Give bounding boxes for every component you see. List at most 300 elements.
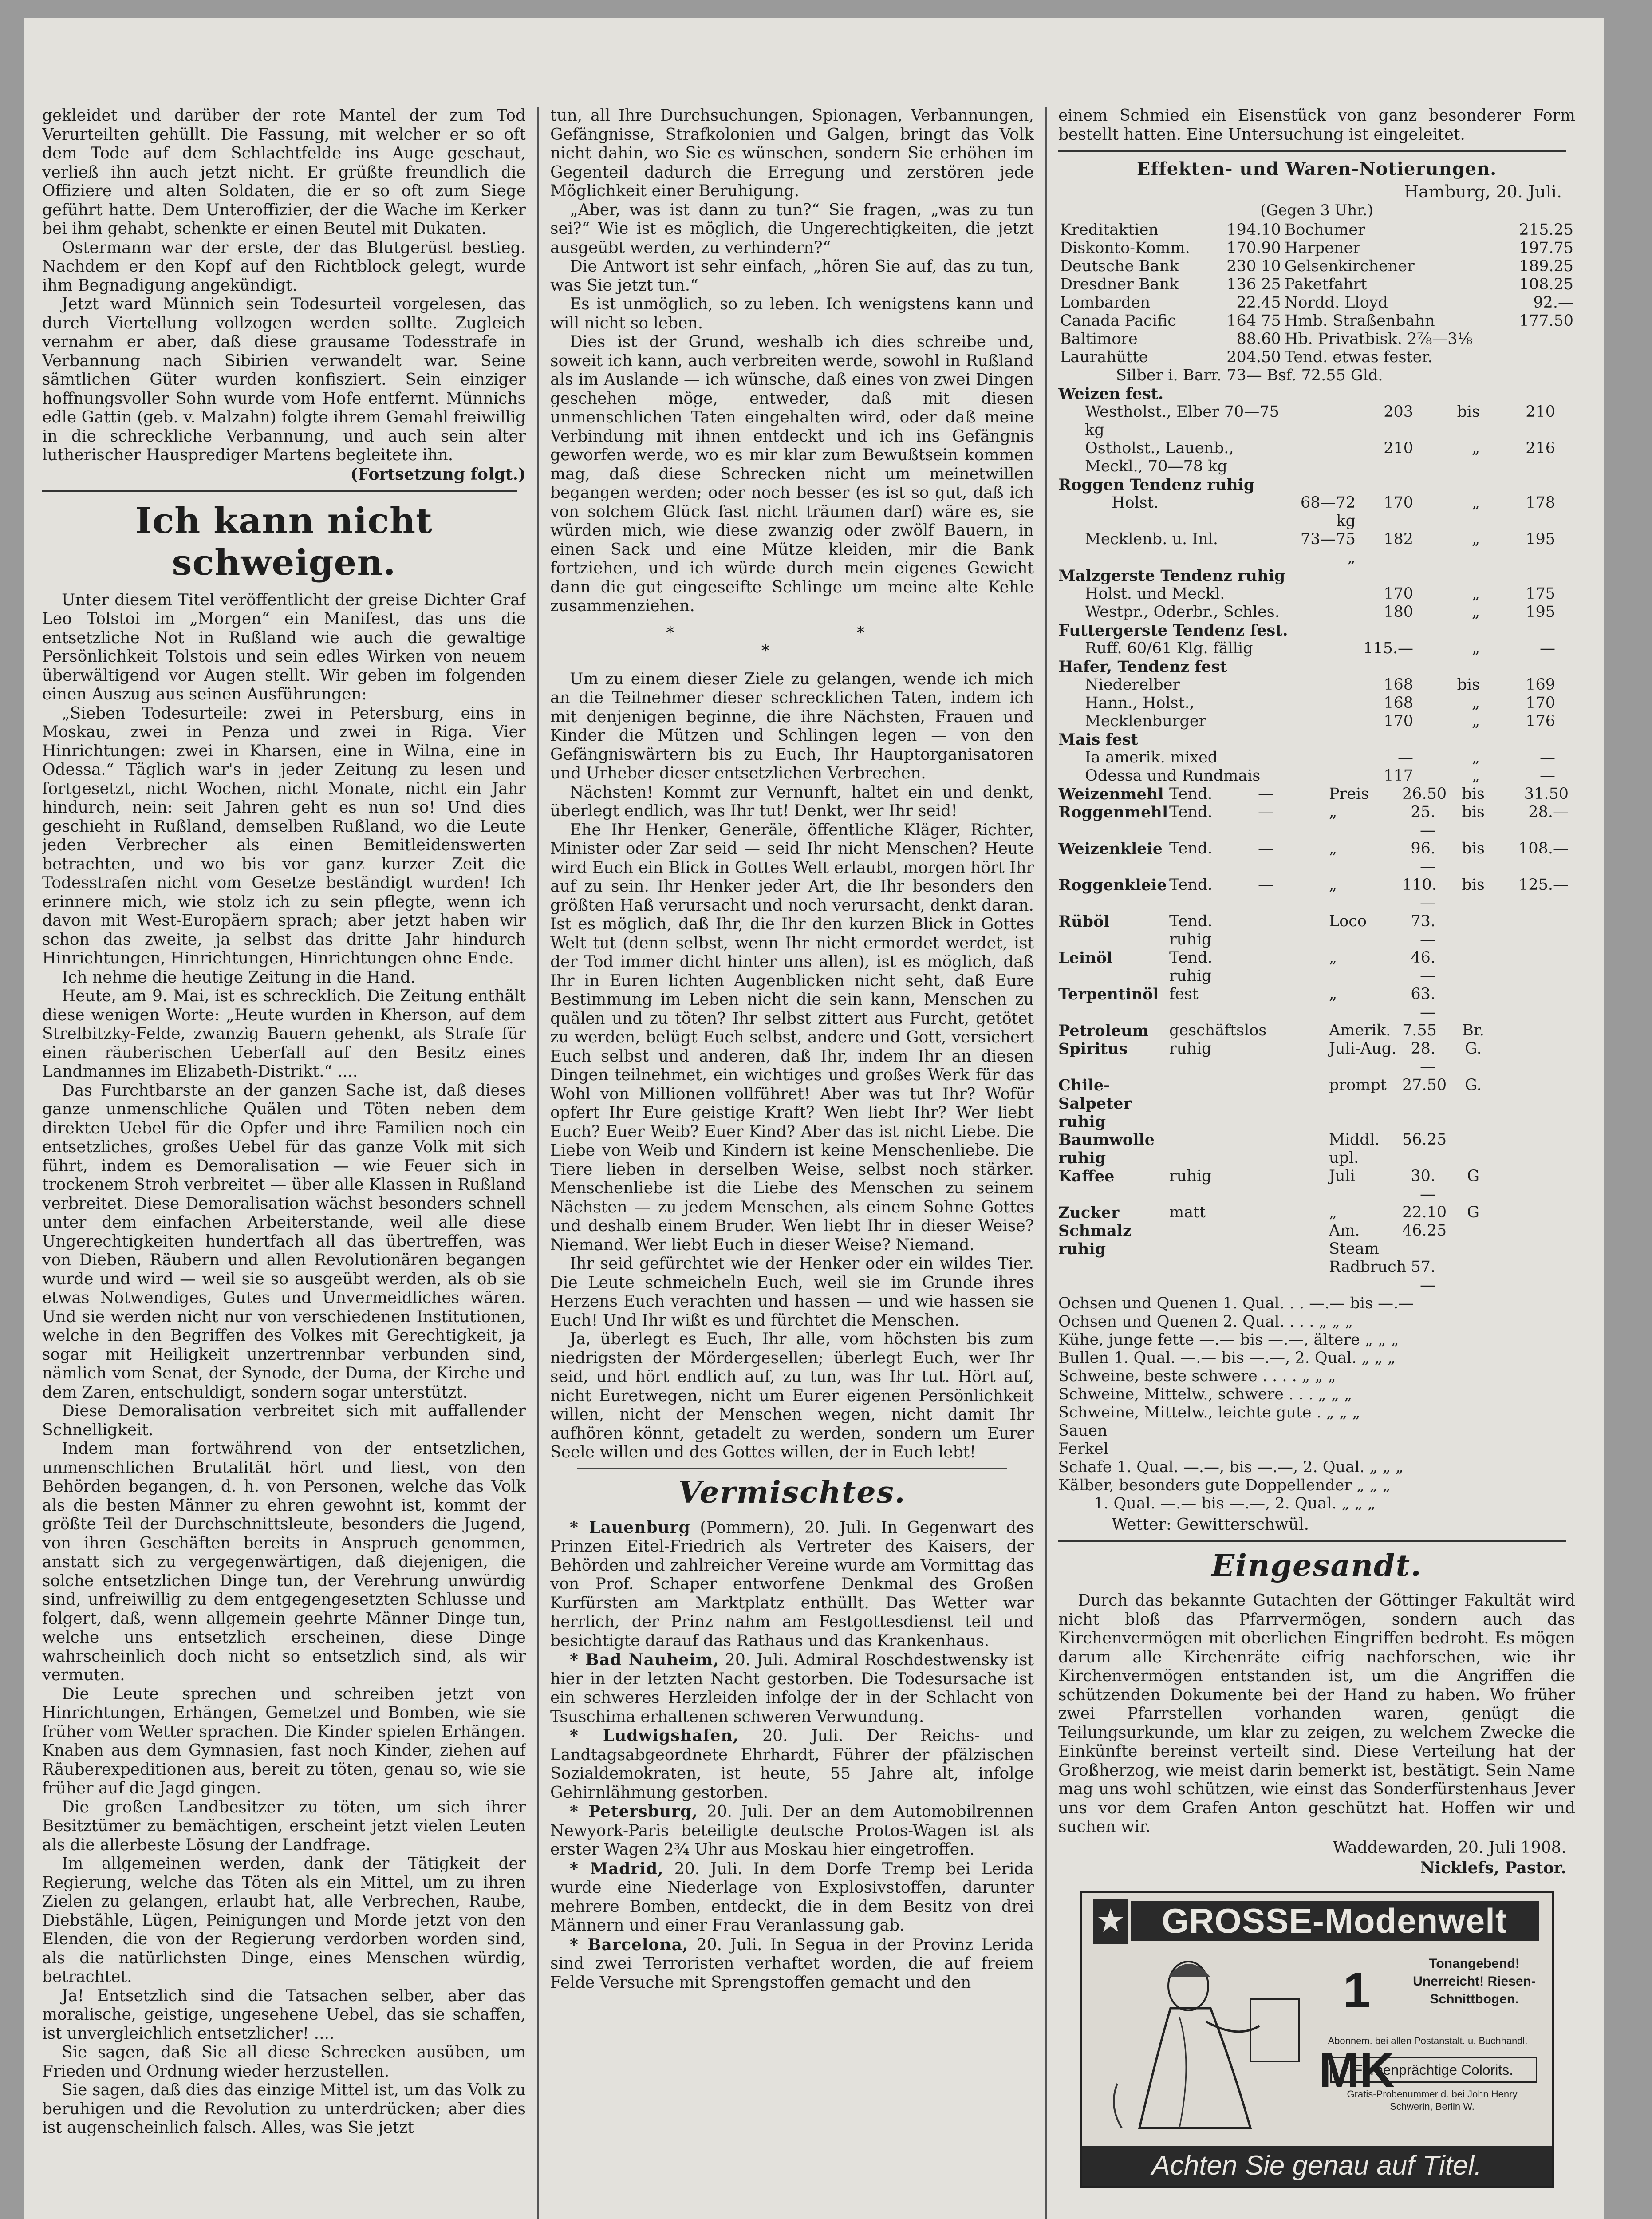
commodity-cell: Middl. upl. <box>1329 1131 1380 1167</box>
paragraph: gekleidet und darüber der rote Mantel der zum Tod Verurteilten gehüllt. Die Fassung, mit welcher er so oft dem Tode auf dem Schlachtfelde ins Auge geschaut, verließ ihn auch jetzt nicht. Er grüßte freundlich die Offiziere und alten Soldaten, die er so oft zum Siege geführt hatte. Dem Unteroffizier, der die Wache im Kerker bei ihm gehabt, schenkte er einen Beutel mit Dukaten. <box>42 107 526 238</box>
commodity-cell <box>1435 912 1511 949</box>
stock-cell: Gelsenkirchener <box>1284 257 1415 275</box>
commodity-cell <box>1169 1222 1258 1258</box>
ad-colors: Farbenprächtige Colorits. <box>1330 2057 1537 2083</box>
commodity-cell: Am. Steam <box>1329 1222 1379 1258</box>
commodity-cell: Radbruch <box>1329 1258 1407 1276</box>
commodity-cell: 63.— <box>1411 985 1435 1021</box>
article-headline: Ich kann nicht schweigen. <box>135 499 433 583</box>
stock-cell: 177.50 <box>1519 312 1573 330</box>
news-text: (Pommern), 20. Juli. In Gegenwart des Prinzen Eitel-Friedrich als Vertreter des Kaisers, der Behörden und zahlreicher Vereine wurde am Vormittag das von Prof. Schaper entworfene Denkmal des Großen Kurfürsten am Marktplatz enthüllt. Das Wetter war herrlich, der Prinz nahm am Festgottesdienst teil und besichtigte darauf das Rathaus und das Krankenhaus. <box>550 1518 1034 1650</box>
commodity-cell: Schmalz ruhig <box>1058 1222 1132 1258</box>
grain-cell: bis <box>1457 403 1480 421</box>
paragraph: Ja, überlegt es Euch, Ihr alle, vom höchsten bis zum niedrigsten der Mördergesellen; überlegt Euch, wer Ihr seid, und hört endlich auf, zu tun, was Ihr tut. Hört auf, nicht Euretwegen, nicht um Eurer eigenen Persönlichkeit willen, nicht der Menschen wegen, nicht damit Ihr aufhören könnt, getadelt zu werden, sondern um Eurer Seele willen und des Gottes willen, der in Euch lebt! <box>550 1330 1034 1461</box>
grain-cell <box>1289 712 1356 730</box>
commodity-cell <box>1258 1076 1329 1131</box>
commodity-cell: bis <box>1462 876 1485 894</box>
section-divider <box>1058 150 1566 152</box>
commodity-cell: Tend. <box>1169 840 1213 857</box>
stock-cell: 164 75 <box>1226 312 1281 330</box>
seated-lady-illustration-icon <box>1091 1951 1313 2137</box>
grain-cell: 216 <box>1526 439 1555 457</box>
commodity-cell: Spiritus <box>1058 1040 1128 1058</box>
eingesandt-text: Durch das bekannte Gutachten der Göttinger Fakultät wird nicht bloß das Pfarrvermögen, sondern auch das Kirchenvermögen mit oberlichen Eingriffen bedroht. Es mögen darum alle Kirchenräte eifrig nachforschen, wie ihr Kirchenvermögen entstanden ist, um die Angriffen die schützenden Dokumente bei der Hand zu haben. Wo früher zwei Pfarrstellen vorhanden waren, genügt die Teilungsurkunde, um klar zu zeigen, zu welchem Zwecke die Einkünfte bereinst verteilt sind. Diese Verteilung hat der Großherzog, wie meist darin bemerkt ist, bestätigt. Sein Name mag uns wohl schützen, wie einst das Sonderfürstenhaus Jever uns vor dem Grafen Anton geschützt hat. Hoffen wir und suchen wir. <box>1058 1591 1575 1836</box>
grain-cell <box>1289 385 1356 403</box>
grain-cell <box>1480 385 1555 403</box>
grain-cell: — <box>1540 749 1555 766</box>
market-time: (Gegen 3 Uhr.) <box>1260 201 1373 219</box>
grain-cell: Ostholst., Lauenb., Meckl., 70—78 kg <box>1085 439 1234 475</box>
grain-cell: 175 <box>1526 585 1555 603</box>
commodity-cell: Tend. ruhig <box>1169 949 1213 985</box>
grain-cell: 168 <box>1384 694 1413 712</box>
grain-cell: 176 <box>1526 712 1555 730</box>
commodity-cell <box>1511 985 1569 1022</box>
paragraph: Sie sagen, daß dies das einzige Mittel ist, um das Volk zu beruhigen und die Revolution zu unterdrücken; aber dies ist augenscheinlich falsch. Alles, was Sie jetzt <box>42 2081 526 2137</box>
commodity-cell: — <box>1258 840 1273 857</box>
grain-cell <box>1289 621 1356 640</box>
grain-cell <box>1289 585 1356 603</box>
commodity-cell: — <box>1258 803 1273 821</box>
cattle-row: Schafe 1. Qual. —.—, bis —.—, 2. Qual. „ „ „ <box>1058 1458 1404 1476</box>
stock-cell: Hmb. Straßenbahn <box>1284 312 1435 330</box>
commodity-cell: Weizenkleie <box>1058 840 1163 858</box>
weather-note: Wetter: Gewitterschwül. <box>1112 1516 1309 1534</box>
ad-footer: Achten Sie genau auf Titel. <box>1082 2146 1552 2186</box>
grain-cell: Roggen Tendenz ruhig <box>1058 476 1255 494</box>
commodity-cell <box>1258 1222 1329 1258</box>
stock-table <box>1058 221 1575 367</box>
commodity-cell: 56.25 <box>1402 1131 1447 1149</box>
signoff-name: Nicklefs, Pastor. <box>1420 1858 1566 1877</box>
stock-row <box>1058 330 1575 348</box>
grain-cell <box>1413 621 1480 640</box>
grain-cell: Holst. und Meckl. <box>1085 585 1225 603</box>
grain-cell <box>1289 439 1356 476</box>
stock-cell: 204.50 <box>1226 348 1281 366</box>
stock-cell <box>1507 348 1575 367</box>
commodity-quotes <box>1058 785 1575 1295</box>
cattle-row: Sauen <box>1058 1422 1108 1440</box>
paragraph: Heute, am 9. Mai, ist es schrecklich. Die Zeitung enthält diese wenigen Worte: „Heute wurden in Kherson, auf dem Strelbitzky-Felde, zwanzig Bauern gehenkt, als Strafe für einen räuberischen Ueberfall auf den Besitz eines Landmannes im Elizabeth-Distrikt.“ .... <box>42 987 526 1081</box>
market-title: Effekten- und Waren-Notierungen. <box>1136 158 1497 179</box>
commodity-cell: Terpentinöl <box>1058 985 1159 1003</box>
grain-cell <box>1289 567 1356 585</box>
commodity-cell <box>1511 1204 1569 1222</box>
commodity-cell <box>1258 1258 1329 1295</box>
commodity-cell <box>1435 1258 1511 1295</box>
paragraph: Diese Demoralisation verbreitet sich mit auffallender Schnelligkeit. <box>42 1402 526 1439</box>
paragraph: Es ist unmöglich, so zu leben. Ich wenigstens kann und will nicht so leben. <box>550 295 1034 332</box>
section-divider <box>577 1468 1007 1469</box>
news-place: * Bad Nauheim, <box>570 1650 719 1669</box>
news-item <box>550 1726 1034 1802</box>
grain-cell: 195 <box>1526 603 1555 621</box>
cattle-row: 1. Qual. —.— bis —.—, 2. Qual. „ „ „ <box>1094 1495 1376 1512</box>
news-place: * Madrid, <box>570 1859 664 1878</box>
commodity-cell: Zucker <box>1058 1204 1120 1222</box>
news-item <box>550 1518 1034 1651</box>
commodity-cell: 46.— <box>1411 949 1435 985</box>
grain-cell: 170 <box>1384 494 1413 512</box>
grain-cell: 168 <box>1384 676 1413 694</box>
grain-cell: Niederelber <box>1085 676 1180 694</box>
commodity-cell: „ <box>1329 949 1337 967</box>
grain-cell <box>1289 640 1356 658</box>
grain-cell <box>1356 385 1413 403</box>
stock-row <box>1058 257 1575 276</box>
cattle-row: Schweine, beste schwere . . . . „ „ „ <box>1058 1367 1336 1385</box>
stock-cell: Nordd. Lloyd <box>1284 294 1388 312</box>
cattle-row: Schweine, Mittelw., schwere . . . „ „ „ <box>1058 1386 1352 1403</box>
commodity-cell: ruhig <box>1169 1040 1212 1058</box>
grain-cell <box>1289 749 1356 767</box>
stock-cell: Baltimore <box>1060 330 1138 348</box>
ad-samples: Gratis-Probenummer d. bei John Henry Schwerin, Berlin W. <box>1347 2088 1518 2112</box>
grain-cell: Malzgerste Tendenz ruhig <box>1058 567 1285 585</box>
news-text: 20. Juli. Der an dem Automobilrennen Newyork-Paris beteiligte deutsche Protos-Wagen ist als erster Wagen 2¾ Uhr aus Moskau hier eingetroffen. <box>550 1803 1034 1859</box>
commodity-cell: 30.— <box>1411 1167 1435 1203</box>
stock-cell: 136 25 <box>1226 276 1281 293</box>
commodity-cell: „ <box>1329 876 1337 894</box>
commodity-cell: 108.— <box>1518 840 1569 857</box>
commodity-cell: Amerik. <box>1329 1022 1391 1039</box>
commodity-cell: bis <box>1462 840 1485 857</box>
grain-cell <box>1480 658 1555 676</box>
stock-cell: 92.— <box>1533 294 1573 312</box>
grain-cell <box>1289 603 1356 621</box>
commodity-cell <box>1435 1222 1511 1258</box>
grain-cell: 115.— <box>1363 640 1413 657</box>
paragraph: tun, all Ihre Durchsuchungen, Spionagen, Verbannungen, Gefängnisse, Strafkolonien und Galgen, bringt das Volk nicht dahin, wo Sie es wünschen, sondern Sie erhöhen im Gegenteil dadurch die Erregung und zerstören jede Möglichkeit einer Beruhigung. <box>550 107 1034 200</box>
ad-subscription: Abonnem. bei allen Postanstalt. u. Buchhandl. <box>1328 2035 1528 2046</box>
commodity-cell: matt <box>1169 1204 1206 1221</box>
commodity-cell: „ <box>1329 803 1337 821</box>
commodity-cell: 28.— <box>1528 803 1569 821</box>
section-divider <box>42 490 517 492</box>
commodity-cell: prompt <box>1329 1076 1387 1094</box>
commodity-cell: Kaffee <box>1058 1167 1115 1185</box>
grain-cell <box>1413 658 1480 676</box>
ad-kufeke <box>1077 2206 1557 2219</box>
grain-cell: „ <box>1471 585 1480 603</box>
commodity-cell <box>1511 1131 1569 1167</box>
grain-cell: „ <box>1471 767 1480 785</box>
grain-cell <box>1289 767 1356 785</box>
cattle-row: Ochsen und Quenen 2. Qual. . . . „ „ „ <box>1058 1313 1353 1331</box>
column-rule <box>537 107 539 2219</box>
grain-cell <box>1480 567 1555 585</box>
news-text: 20. Juli. Admiral Roschdestwensky ist hier in der letzten Nacht gestorben. Die Todesursache ist ein schweres Herzleiden infolge der in der Schlacht von Tsuschima erhaltenen schweren Verwundung. <box>550 1651 1034 1726</box>
commodity-cell: Baumwolle ruhig <box>1058 1131 1155 1167</box>
commodity-cell <box>1511 949 1569 985</box>
commodity-cell: bis <box>1462 785 1485 803</box>
stock-row <box>1058 276 1575 294</box>
grain-cell: Westpr., Oderbr., Schles. <box>1085 603 1280 621</box>
grain-cell: 169 <box>1526 676 1555 694</box>
commodity-cell <box>1511 1022 1569 1040</box>
grain-cell <box>1356 621 1413 640</box>
grain-cell <box>1289 658 1356 676</box>
commodity-cell: G. <box>1465 1076 1482 1094</box>
grain-cell: 73—75 „ <box>1300 530 1356 566</box>
stock-cell: 194.10 <box>1226 221 1281 239</box>
grain-cell: „ <box>1471 603 1480 621</box>
ad-tagline: Tonangebend! Unerreicht! Riesen-Schnittbogen. <box>1413 1956 1536 2006</box>
stock-cell: Bochumer <box>1284 221 1365 239</box>
section-divider <box>1058 1540 1566 1542</box>
commodity-cell: G <box>1467 1204 1479 1221</box>
signoff-place: Waddewarden, 20. Juli 1908. <box>1333 1838 1566 1857</box>
grain-cell: 178 <box>1526 494 1555 512</box>
grain-cell: Hafer, Tendenz fest <box>1058 658 1227 676</box>
commodity-cell <box>1169 1076 1258 1131</box>
commodity-cell: 31.50 <box>1524 785 1569 803</box>
grain-cell: — <box>1540 767 1555 785</box>
stock-row <box>1058 239 1575 257</box>
commodity-cell: 96.— <box>1411 840 1435 876</box>
paragraph: Ihr seid gefürchtet wie der Henker oder ein wildes Tier. Die Leute schmeicheln Euch, weil sie im Grunde ihres Herzens Euch verachten und hassen — und wie hassen sie Euch! Und Ihr wißt es und fürchtet die Menschen. <box>550 1255 1034 1330</box>
ad-banner: GROSSE-Modenwelt <box>1131 1901 1539 1941</box>
stock-cell: Diskonto-Komm. <box>1060 239 1190 257</box>
stock-cell: 197.75 <box>1519 239 1573 257</box>
column-1 <box>42 107 526 2219</box>
stock-cell: 22.45 <box>1236 294 1281 312</box>
commodity-cell: Tend. <box>1169 803 1213 821</box>
commodity-cell: 25.— <box>1411 803 1435 839</box>
paragraph: „Aber, was ist dann zu tun?“ Sie fragen, „was zu tun sei?“ Wie ist es möglich, die Ungerechtigkeiten, die jetzt ausgeübt werden, zu verhindern?“ <box>550 201 1034 257</box>
continued-note: (Fortsetzung folgt.) <box>350 465 526 484</box>
commodity-cell: „ <box>1329 840 1337 857</box>
grain-cell: „ <box>1471 749 1480 766</box>
stock-cell: 108.25 <box>1519 276 1573 293</box>
commodity-cell: 27.50 <box>1402 1076 1447 1094</box>
grain-cell <box>1413 476 1480 494</box>
stock-row <box>1058 221 1575 239</box>
grain-cell: 117 <box>1384 767 1413 785</box>
news-place: * Ludwigshafen, <box>570 1726 739 1745</box>
grain-cell: 210 <box>1526 403 1555 421</box>
grain-cell: 68—72 kg <box>1300 494 1356 530</box>
stock-cell: Paketfahrt <box>1284 276 1367 293</box>
commodity-cell: 26.50 <box>1402 785 1447 803</box>
grain-cell <box>1356 658 1413 676</box>
paragraph: Die Leute sprechen und schreiben jetzt von Hinrichtungen, Erhängen, Gemetzel und Bomben, wie sie früher vom Wetter sprachen. Die Kinder spielen Erhängen. Knaben aus dem Gymnasien, fast noch Kinder, ziehen auf Räuberexpeditionen aus, bereit zu töten, genau so, wie sie früher auf die Jagd gingen. <box>42 1685 526 1797</box>
commodity-cell: geschäftslos <box>1169 1022 1267 1039</box>
commodity-cell: 57.— <box>1411 1258 1435 1294</box>
grain-cell: 195 <box>1526 530 1555 548</box>
grain-cell: Mecklenburger <box>1085 712 1206 730</box>
commodity-cell: Leinöl <box>1058 949 1113 967</box>
grain-cell: Weizen fest. <box>1058 385 1164 403</box>
grain-cell: „ <box>1471 640 1480 657</box>
commodity-cell <box>1058 1258 1169 1295</box>
grain-cell: 170 <box>1384 585 1413 603</box>
grain-cell <box>1480 476 1555 494</box>
newspaper-page <box>24 18 1604 2219</box>
news-item <box>550 1935 1034 1993</box>
grain-cell <box>1356 567 1413 585</box>
grain-cell: — <box>1540 640 1555 657</box>
column-2 <box>550 107 1034 2219</box>
grain-cell <box>1413 385 1480 403</box>
commodity-cell: Tend. <box>1169 785 1213 803</box>
commodity-cell <box>1258 1022 1329 1040</box>
commodity-cell <box>1511 1167 1569 1204</box>
section-stars: * * * <box>666 624 954 660</box>
news-place: * Barcelona, <box>570 1935 689 1954</box>
commodity-cell: Rüböl <box>1058 912 1110 931</box>
stock-cell: 88.60 <box>1236 330 1281 348</box>
grain-cell: Mais fest <box>1058 730 1138 749</box>
paragraph: Um zu einem dieser Ziele zu gelangen, wende ich mich an die Teilnehmer dieser schrecklichen Taten, indem ich mit denjenigen beginne, die ihre Nächsten, Frauen und Kinder die Mützen und Schlingen legen — von den Gefängniswärtern bis zu Euch, Ihr Hauptorganisatoren und Urheber dieser entsetzlichen Verbrechen. <box>550 670 1034 782</box>
grain-cell: — <box>1398 749 1413 766</box>
commodity-cell: „ <box>1329 1204 1337 1221</box>
commodity-cell: G. <box>1465 1040 1482 1058</box>
news-item <box>550 1650 1034 1726</box>
news-place: * Petersburg, <box>570 1802 698 1821</box>
commodity-cell: Juli <box>1329 1167 1355 1185</box>
commodity-cell <box>1511 912 1569 949</box>
grain-cell: Odessa und Rundmais <box>1085 767 1261 785</box>
stock-row <box>1058 348 1575 367</box>
market-place-date: Hamburg, 20. Juli. <box>1404 182 1562 201</box>
stock-cell: Dresdner Bank <box>1060 276 1179 293</box>
stock-cell: 170.90 <box>1226 239 1281 257</box>
stock-cell: Tend. etwas fester. <box>1284 348 1433 366</box>
paragraph: Im allgemeinen werden, dank der Tätigkeit der Regierung, welche das Töten als ein Mittel, um zu ihren Zielen zu gelangen, erlaubt hat, alle Verbrechen, Raube, Diebstähle, Lügen, Peinigungen und Morde jetzt von den Elenden, die von der Regierung verdorben worden sind, als die natürlichsten Dinge, eines Menschen würdig, betrachtet. <box>42 1855 526 1986</box>
commodity-cell <box>1511 1258 1569 1295</box>
paragraph: Ehe Ihr Henker, Generäle, öffentliche Kläger, Richter, Minister oder Zar seid — seid Ihr nicht Menschen? Heute wird Euch ein Blick in Gottes Welt erlaubt, morgen hört Ihr auf zu sein. Ihr Henker jeder Art, die Ihr besonders den größten Haß verursacht und noch verursacht, denkt daran. Ist es möglich, daß Ihr, die Ihr den kurzen Blick in Gottes Welt tut (denn selbst, wenn Ihr nicht ermordet werdet, ist der Tod immer dicht hinter uns allen), ist es möglich, daß Ihr in Euren lichten Augenblicken nicht seht, daß Eure Bestimmung im Leben nicht die sein kann, Menschen zu quälen und zu töten? Ihr selbst zittert aus Furcht, getötet zu werden, belügt Euch selbst, andere und Gott, versichert Euch selbst und anderen, daß Ihr, indem Ihr an diesen Dingen teilnehmet, ein wichtiges und großes Werk für das Wohl von Millionen vollführet! Aber was tut Ihr? Wofür opfert Ihr Eure geistige Kraft? Wen liebt Ihr? Wer liebt Euch? Euer Weib? Euer Kind? Aber das ist nicht Liebe. Die Liebe von Weib und Kindern ist keine Menschenliebe. Die Tiere lieben in derselben Weise, selbst noch stärker. Menschenliebe ist die Liebe des Menschen zu seinem Nächsten — zu jedem Menschen, als einem Sohne Gottes und deshalb einem Bruder. Wen liebt Ihr in dieser Weise? Niemand. Wer liebt Euch in dieser Weise? Niemand. <box>550 821 1034 1254</box>
commodity-cell: Petroleum <box>1058 1022 1149 1040</box>
grain-cell: „ <box>1471 494 1480 512</box>
grain-cell: Holst. <box>1112 494 1159 512</box>
cattle-row: Kühe, junge fette —.— bis —.—, ältere „ „ „ <box>1058 1331 1399 1349</box>
stock-cell: Lombarden <box>1060 294 1151 312</box>
grain-cell <box>1289 730 1356 749</box>
news-continuation: einem Schmied ein Eisenstück von ganz besonderer Form bestellt hatten. Eine Untersuchung ist eingeleitet. <box>1058 107 1575 144</box>
silver-quote: Silber i. Barr. 73— Bsf. 72.55 Gld. <box>1116 367 1383 384</box>
commodity-cell: Preis <box>1329 785 1369 803</box>
paragraph: Jetzt ward Münnich sein Todesurteil vorgelesen, das durch Viertellung vollzogen werden sollte. Zugleich vernahm er aber, daß diese grausame Todesstrafe in Verbannung nach Sibirien verwandelt war. Seine sämtlichen Güter wurden konfisziert. Sein einziger hoffnungsvoller Sohn wurde vom Hofe entfernt. Münnichs edle Gattin (geb. v. Malzahn) folgte ihrem Gemahl freiwillig in die schreckliche Verbannung, und auch sein alter lutherischer Hausprediger Martens begleitete ihn. <box>42 295 526 464</box>
grain-cell <box>1413 567 1480 585</box>
commodity-cell <box>1258 949 1329 985</box>
paragraph: Unter diesem Titel veröffentlicht der greise Dichter Graf Leo Tolstoi im „Morgen“ ein Manifest, das uns die entsetzliche Not in Rußland wie auch die gewaltige Persönlichkeit Tolstois und sein edles Wirken von neuem überwältigend vor Augen stellt. Wir geben im folgenden einen Auszug aus seinen Ausführungen: <box>42 591 526 703</box>
grain-cell <box>1413 730 1480 749</box>
stock-row <box>1058 312 1575 330</box>
cattle-quotes <box>1058 1295 1575 1513</box>
stock-cell: Hb. Privatbisk. 2⅞—3⅛ <box>1284 330 1473 348</box>
news-place: * Lauenburg <box>570 1518 690 1537</box>
commodity-cell: 73.— <box>1411 912 1435 948</box>
stock-cell: 230 10 <box>1226 257 1281 275</box>
commodity-cell: Roggenmehl <box>1058 803 1168 821</box>
grain-cell <box>1480 621 1555 640</box>
paragraph: Ich nehme die heutige Zeitung in die Hand. <box>62 968 416 987</box>
news-text: 20. Juli. In Segua in der Provinz Lerida sind zwei Terroristen verhaftet worden, die auf freiem Felde Versuche mit Sprengstoffen gemacht und den <box>550 1935 1034 1992</box>
grain-cell <box>1289 403 1356 439</box>
ad-grosse-modenwelt <box>1080 1891 1554 2188</box>
grain-cell <box>1356 476 1413 494</box>
news-text: 20. Juli. Der Reichs- und Landtagsabgeordnete Ehrhardt, Führer der pfälzischen Sozialdemokraten, ist heute, 55 Jahre alt, infolge Gehirnlähmung gestorben. <box>550 1727 1034 1802</box>
stock-cell: Canada Pacific <box>1060 312 1177 330</box>
commodity-cell: — <box>1258 876 1273 894</box>
commodity-cell: Roggenkleie <box>1058 876 1167 894</box>
commodity-cell <box>1511 1040 1569 1076</box>
grain-cell: „ <box>1471 530 1480 548</box>
tolstoi-article-appeal <box>550 670 1034 1462</box>
commodity-cell <box>1258 985 1329 1022</box>
paragraph: „Sieben Todesurteile: zwei in Petersburg, eins in Moskau, zwei in Penza und zwei in Riga. Vier Hinrichtungen: zwei in Kharsen, eine in Wilna, eine in Odessa.“ Täglich war's in jeder Zeitung zu lesen und fortgesetzt, nicht Wochen, nicht Monate, nicht ein Jahr hindurch, nein: seit Jahren geht es nun so! Und dies geschieht in Rußland, demselben Rußland, wo die Leute jeden Verbrecher als einen Bemitleidenswerten betrachten, und wo bis vor ganz kurzer Zeit die Todesstrafen nicht vom Gesetze beständigt wurden! Ich erinnere mich, wie stolz ich zu sein pflegte, wenn ich davon mit West-Europäern sprach; aber jetzt haben wir schon das zweite, ja selbst das dritte Jahr hindurch Hinrichtungen, Hinrichtungen, Hinrichtungen ohne Ende. <box>42 704 526 967</box>
stock-cell: 189.25 <box>1519 257 1573 275</box>
commodity-cell <box>1258 1131 1329 1167</box>
paragraph: Das Furchtbarste an der ganzen Sache ist, daß dieses ganze unmenschliche Quälen und Töten neben dem direkten Uebel für die Opfer und ihre Familien noch ein entsetzliches, großes Uebel für das ganze Volk mit sich führt, indem es Demoralisation — wie Feuer sich in trockenem Stroh verbreitet — über alle Klassen in Rußland verbreitet. Diese Demoralisation wächst besonders schnell unter dem einfachen Arbeiterstande, weil alle diese Ungerechtigkeiten hundertfach all das übertreffen, was von Dieben, Räubern und allen Revolutionären begangen wurde und wird — weil sie so ausgeübt werden, als ob sie etwas Notwendiges, Gutes und Unvermeidliches wären. Und sie werden nicht nur von verschiedenen Institutionen, welche in den Begriffen des Volkes mit Gerechtigkeit, ja sogar mit Heiligkeit unzertrennbar verbunden sind, nämlich vom Senat, der Synode, der Duma, der Kirche und dem Zaren, entschuldigt, sondern sogar unterstützt. <box>42 1081 526 1402</box>
cattle-row: Bullen 1. Qual. —.— bis —.—, 2. Qual. „ „ „ <box>1058 1349 1396 1367</box>
commodity-cell <box>1169 1258 1258 1295</box>
paragraph: Die Antwort ist sehr einfach, „hören Sie auf, das zu tun, was Sie jetzt tun.“ <box>550 257 1034 295</box>
commodity-cell: 7.55 <box>1402 1022 1437 1039</box>
commodity-cell: 125.— <box>1518 876 1569 894</box>
grain-cell: 210 <box>1384 439 1413 457</box>
grain-cell: „ <box>1471 694 1480 712</box>
grain-cell: Mecklenb. u. Inl. <box>1085 530 1218 548</box>
commodity-cell <box>1258 1040 1329 1076</box>
grain-cell <box>1480 730 1555 749</box>
commodity-cell <box>1435 1131 1511 1167</box>
commodity-cell: Loco <box>1329 912 1367 930</box>
grain-cell: 182 <box>1384 530 1413 548</box>
commodity-cell: 28.— <box>1411 1040 1435 1076</box>
commodity-cell: G <box>1467 1167 1479 1185</box>
commodity-cell: Juli-Aug. <box>1329 1040 1397 1058</box>
grain-cell: 170 <box>1526 694 1555 712</box>
price-mark: 1 MK <box>1318 1962 1395 2097</box>
commodity-cell: Tend. <box>1169 876 1213 894</box>
paragraph: Ja! Entsetzlich sind die Tatsachen selber, aber das moralische, geistige, ungesehene Uebel, das sie schaffen, ist unvergleichlich entsetzlicher! .... <box>42 1986 526 2043</box>
commodity-cell: 46.25 <box>1402 1222 1447 1240</box>
commodity-cell <box>1169 1131 1258 1167</box>
news-item <box>550 1802 1034 1860</box>
paragraph: Nächsten! Kommt zur Vernunft, haltet ein und denkt, überlegt endlich, was Ihr tut! Denkt, wer Ihr seid! <box>550 783 1034 820</box>
news-list <box>550 1518 1034 1993</box>
serial-story-end <box>42 107 526 465</box>
commodity-cell: — <box>1258 785 1273 803</box>
star-flag-icon <box>1091 1897 1131 1946</box>
grain-cell <box>1356 730 1413 749</box>
column-3 <box>1058 107 1575 2219</box>
eingesandt-title: Eingesandt. <box>1211 1548 1422 1583</box>
vermischtes-title: Vermischtes. <box>678 1474 906 1510</box>
paragraph: Die großen Landbesitzer zu töten, um sich ihrer Besitztümer zu bemächtigen, erscheint jetzt vielen Leuten als die allerbeste Lösung der Landfrage. <box>42 1798 526 1854</box>
stock-cell: 215.25 <box>1519 221 1573 239</box>
news-text: 20. Juli. In dem Dorfe Tremp bei Lerida wurde eine Niederlage von Explosivstoffen, darunter mehrere Bomben, entdeckt, die in dem Besitz von drei Männern und einer Frau Veranlassung gab. <box>550 1860 1034 1935</box>
cattle-row: Ochsen und Quenen 1. Qual. . . —.— bis —.— <box>1058 1295 1414 1312</box>
grain-cell: „ <box>1471 712 1480 730</box>
grain-cell: „ <box>1471 439 1480 457</box>
stock-cell: Laurahütte <box>1060 348 1148 366</box>
commodity-cell: „ <box>1329 985 1337 1003</box>
commodity-cell <box>1258 912 1329 949</box>
commodity-cell: Tend. ruhig <box>1169 912 1213 948</box>
paragraph: Sie sagen, daß Sie all diese Schrecken ausüben, um Frieden und Ordnung wieder herzustellen. <box>42 2043 526 2081</box>
commodity-cell <box>1511 1222 1569 1258</box>
tolstoi-article <box>42 591 526 2138</box>
commodity-cell: ruhig <box>1169 1167 1212 1185</box>
grain-cell: bis <box>1457 676 1480 694</box>
commodity-cell: 22.10 <box>1402 1204 1447 1221</box>
grain-cell: 180 <box>1384 603 1413 621</box>
stock-cell: Kreditaktien <box>1060 221 1159 239</box>
